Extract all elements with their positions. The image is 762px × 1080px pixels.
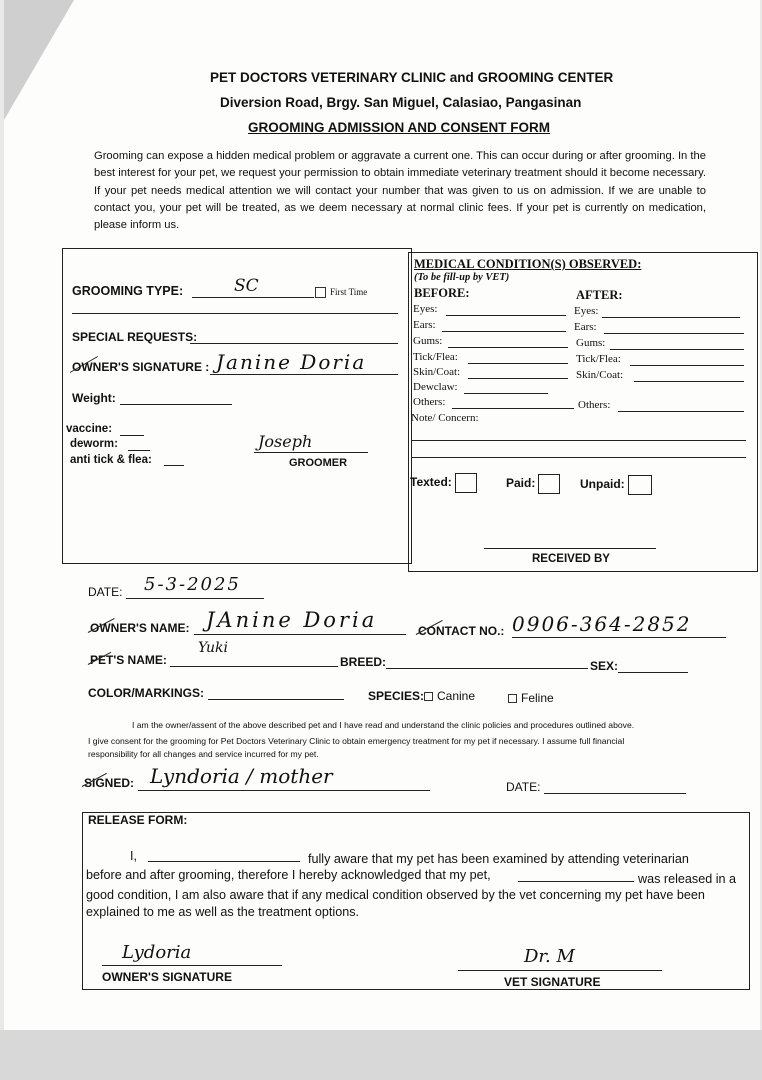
before-gums-label: Gums:: [413, 335, 443, 347]
release-text-3: was released in a: [638, 872, 737, 886]
before-label: BEFORE:: [414, 286, 470, 300]
after-tick-label: Tick/Flea:: [576, 353, 621, 365]
before-others-line[interactable]: [452, 408, 574, 409]
medical-title: MEDICAL CONDITION(S) OBSERVED:: [414, 257, 642, 271]
before-ears-line[interactable]: [442, 331, 566, 332]
sex-line[interactable]: [618, 672, 688, 673]
consent-line-3: responsibility for all changes and service incurred for my pet.: [88, 749, 319, 759]
consent-date-label: DATE:: [506, 780, 541, 794]
before-dewclaw-label: Dewclaw:: [413, 381, 458, 393]
after-ears-line[interactable]: [604, 333, 744, 334]
release-name-line[interactable]: [148, 861, 300, 862]
received-by-label: RECEIVED BY: [532, 553, 610, 565]
before-dewclaw-line[interactable]: [464, 393, 548, 394]
weight-line: [120, 404, 232, 405]
release-i: I,: [130, 849, 137, 863]
after-label: AFTER:: [576, 288, 623, 302]
release-text-1: fully aware that my pet has been examined by attending veterinarian: [308, 852, 689, 866]
sex-label: SEX:: [590, 659, 619, 673]
before-skin-label: Skin/Coat:: [413, 366, 461, 378]
release-pet-line[interactable]: [518, 881, 634, 882]
after-skin-line[interactable]: [634, 381, 744, 382]
before-eyes-line[interactable]: [446, 315, 566, 316]
contact-label: CONTACT NO.:: [418, 624, 505, 638]
after-gums-label: Gums:: [576, 337, 606, 349]
release-owner-signature[interactable]: Lydoria: [122, 942, 192, 963]
vaccine-line: [120, 435, 144, 436]
vet-signature-line: [458, 970, 662, 971]
paid-checkbox[interactable]: [538, 474, 560, 494]
contact-value[interactable]: 0906-364-2852: [512, 612, 692, 636]
grooming-type-line: [192, 297, 314, 298]
feline-checkbox[interactable]: [508, 694, 517, 703]
anti-tick-line: [164, 465, 184, 466]
note-label: Note/ Concern:: [411, 412, 479, 424]
release-title: RELEASE FORM:: [88, 813, 188, 827]
paid-label: Paid:: [506, 476, 536, 491]
release-text-2: before and after grooming, therefore I hereby acknowledged that my pet,: [86, 868, 491, 882]
consent-date-line[interactable]: [544, 793, 686, 794]
before-tick-line[interactable]: [468, 363, 568, 364]
date-label: DATE:: [88, 585, 123, 599]
release-owner-label: OWNER'S SIGNATURE: [102, 970, 232, 984]
weight-label: Weight:: [72, 391, 116, 405]
pet-name-value[interactable]: Yuki: [198, 640, 229, 656]
after-gums-line[interactable]: [610, 349, 744, 350]
anti-tick-label: anti tick & flea:: [70, 454, 152, 466]
received-by-line[interactable]: [484, 548, 656, 549]
color-markings-line[interactable]: [208, 699, 344, 700]
texted-checkbox[interactable]: [455, 473, 477, 493]
pet-name-line: [170, 666, 338, 667]
vet-signature-value[interactable]: Dr. M: [524, 946, 575, 967]
grooming-extra-line: [72, 313, 398, 314]
grooming-type-value[interactable]: SC: [234, 276, 259, 296]
signed-value[interactable]: Lyndoria / mother: [150, 764, 333, 788]
scan-bottom-edge: [0, 1030, 762, 1080]
contact-line: [512, 637, 726, 638]
note-line-2[interactable]: [412, 457, 746, 458]
after-ears-label: Ears:: [574, 321, 597, 333]
after-eyes-line[interactable]: [602, 317, 740, 318]
feline-label: Feline: [521, 691, 554, 705]
folded-corner: [4, 0, 74, 120]
unpaid-checkbox[interactable]: [628, 475, 652, 495]
before-skin-line[interactable]: [468, 378, 568, 379]
note-line-1[interactable]: [412, 440, 746, 441]
before-ears-label: Ears:: [413, 319, 436, 331]
groomer-label: GROOMER: [289, 457, 348, 469]
owner-signature-label: OWNER'S SIGNATURE :: [72, 360, 210, 374]
unpaid-label: Unpaid:: [580, 477, 625, 492]
deworm-line: [128, 450, 150, 451]
canine-checkbox[interactable]: [424, 692, 433, 701]
before-others-label: Others:: [413, 396, 446, 408]
after-tick-line[interactable]: [630, 365, 744, 366]
color-markings-label: COLOR/MARKINGS:: [88, 686, 204, 700]
first-time-checkbox[interactable]: [315, 287, 367, 298]
form-paper: [4, 0, 760, 1030]
medical-subtitle: (To be fill-up by VET): [414, 272, 510, 283]
grooming-type-label: GROOMING TYPE:: [72, 284, 184, 298]
breed-line[interactable]: [386, 668, 588, 669]
owner-name-value[interactable]: JAnine Doria: [206, 608, 378, 632]
unpaid-field[interactable]: [580, 475, 652, 495]
first-time-label: First Time: [330, 287, 368, 297]
owner-signature-value[interactable]: Janine Doria: [216, 350, 367, 374]
deworm-label: deworm:: [70, 438, 118, 450]
breed-label: BREED:: [340, 655, 387, 669]
intro-paragraph: Grooming can expose a hidden medical problem or aggravate a current one. This can occur during or after grooming. In the best interest for your pet, we request your permission to obtain immediate veterinary treatment should it become necessary. If your pet needs medical attention we will contact your number that was given to us on admission. If we are unable to contact you, your pet will be treated, as we deem necessary at normal clinic fees. If your pet is currently on medication, please inform us.: [94, 150, 706, 232]
date-value[interactable]: 5-3-2025: [144, 574, 241, 595]
texted-field[interactable]: [410, 473, 477, 493]
groomer-line: [254, 452, 368, 453]
consent-line-1: I am the owner/assent of the above described pet and I have read and understand the clinic policies and procedures outlined above.: [132, 720, 635, 730]
vet-signature-label: VET SIGNATURE: [504, 975, 601, 989]
before-gums-line[interactable]: [448, 347, 568, 348]
pet-name-label: PET'S NAME:: [90, 653, 167, 667]
release-text-4: good condition, I am also aware that if any medical condition observed by the vet concerning my pet have been explained to me as well as the treatment options.: [86, 888, 705, 919]
signed-label: SIGNED:: [84, 776, 135, 790]
after-others-label: Others:: [578, 399, 611, 411]
paid-field[interactable]: [506, 474, 560, 494]
clinic-name: PET DOCTORS VETERINARY CLINIC and GROOMING CENTER: [210, 70, 614, 85]
special-requests-line: [190, 343, 398, 344]
after-eyes-label: Eyes:: [574, 305, 599, 317]
after-skin-label: Skin/Coat:: [576, 369, 624, 381]
texted-label: Texted:: [410, 475, 452, 490]
species-label: SPECIES:: [368, 689, 425, 703]
before-tick-label: Tick/Flea:: [413, 351, 458, 363]
owner-name-label: OWNER'S NAME:: [90, 621, 190, 635]
owner-name-line: [194, 634, 406, 635]
signed-line: [138, 790, 430, 791]
owner-signature-line: [210, 374, 398, 375]
release-owner-line: [102, 965, 282, 966]
consent-line-2: I give consent for the grooming for Pet Doctors Veterinary Clinic to obtain emergency treatment for my pet if necessary. I assume full financial: [88, 736, 625, 746]
special-requests-label: SPECIAL REQUESTS:: [72, 330, 198, 344]
groomer-signature[interactable]: Joseph: [258, 432, 313, 451]
after-others-line[interactable]: [618, 411, 744, 412]
clinic-address: Diversion Road, Brgy. San Miguel, Calasiao, Pangasinan: [220, 95, 582, 110]
before-eyes-label: Eyes:: [413, 303, 438, 315]
form-title: GROOMING ADMISSION AND CONSENT FORM: [248, 120, 550, 135]
checkbox-icon[interactable]: [315, 287, 326, 298]
canine-option[interactable]: [424, 689, 475, 703]
date-line: [126, 598, 264, 599]
vaccine-label: vaccine:: [66, 423, 113, 435]
feline-option[interactable]: [508, 691, 554, 705]
canine-label: Canine: [437, 689, 476, 703]
